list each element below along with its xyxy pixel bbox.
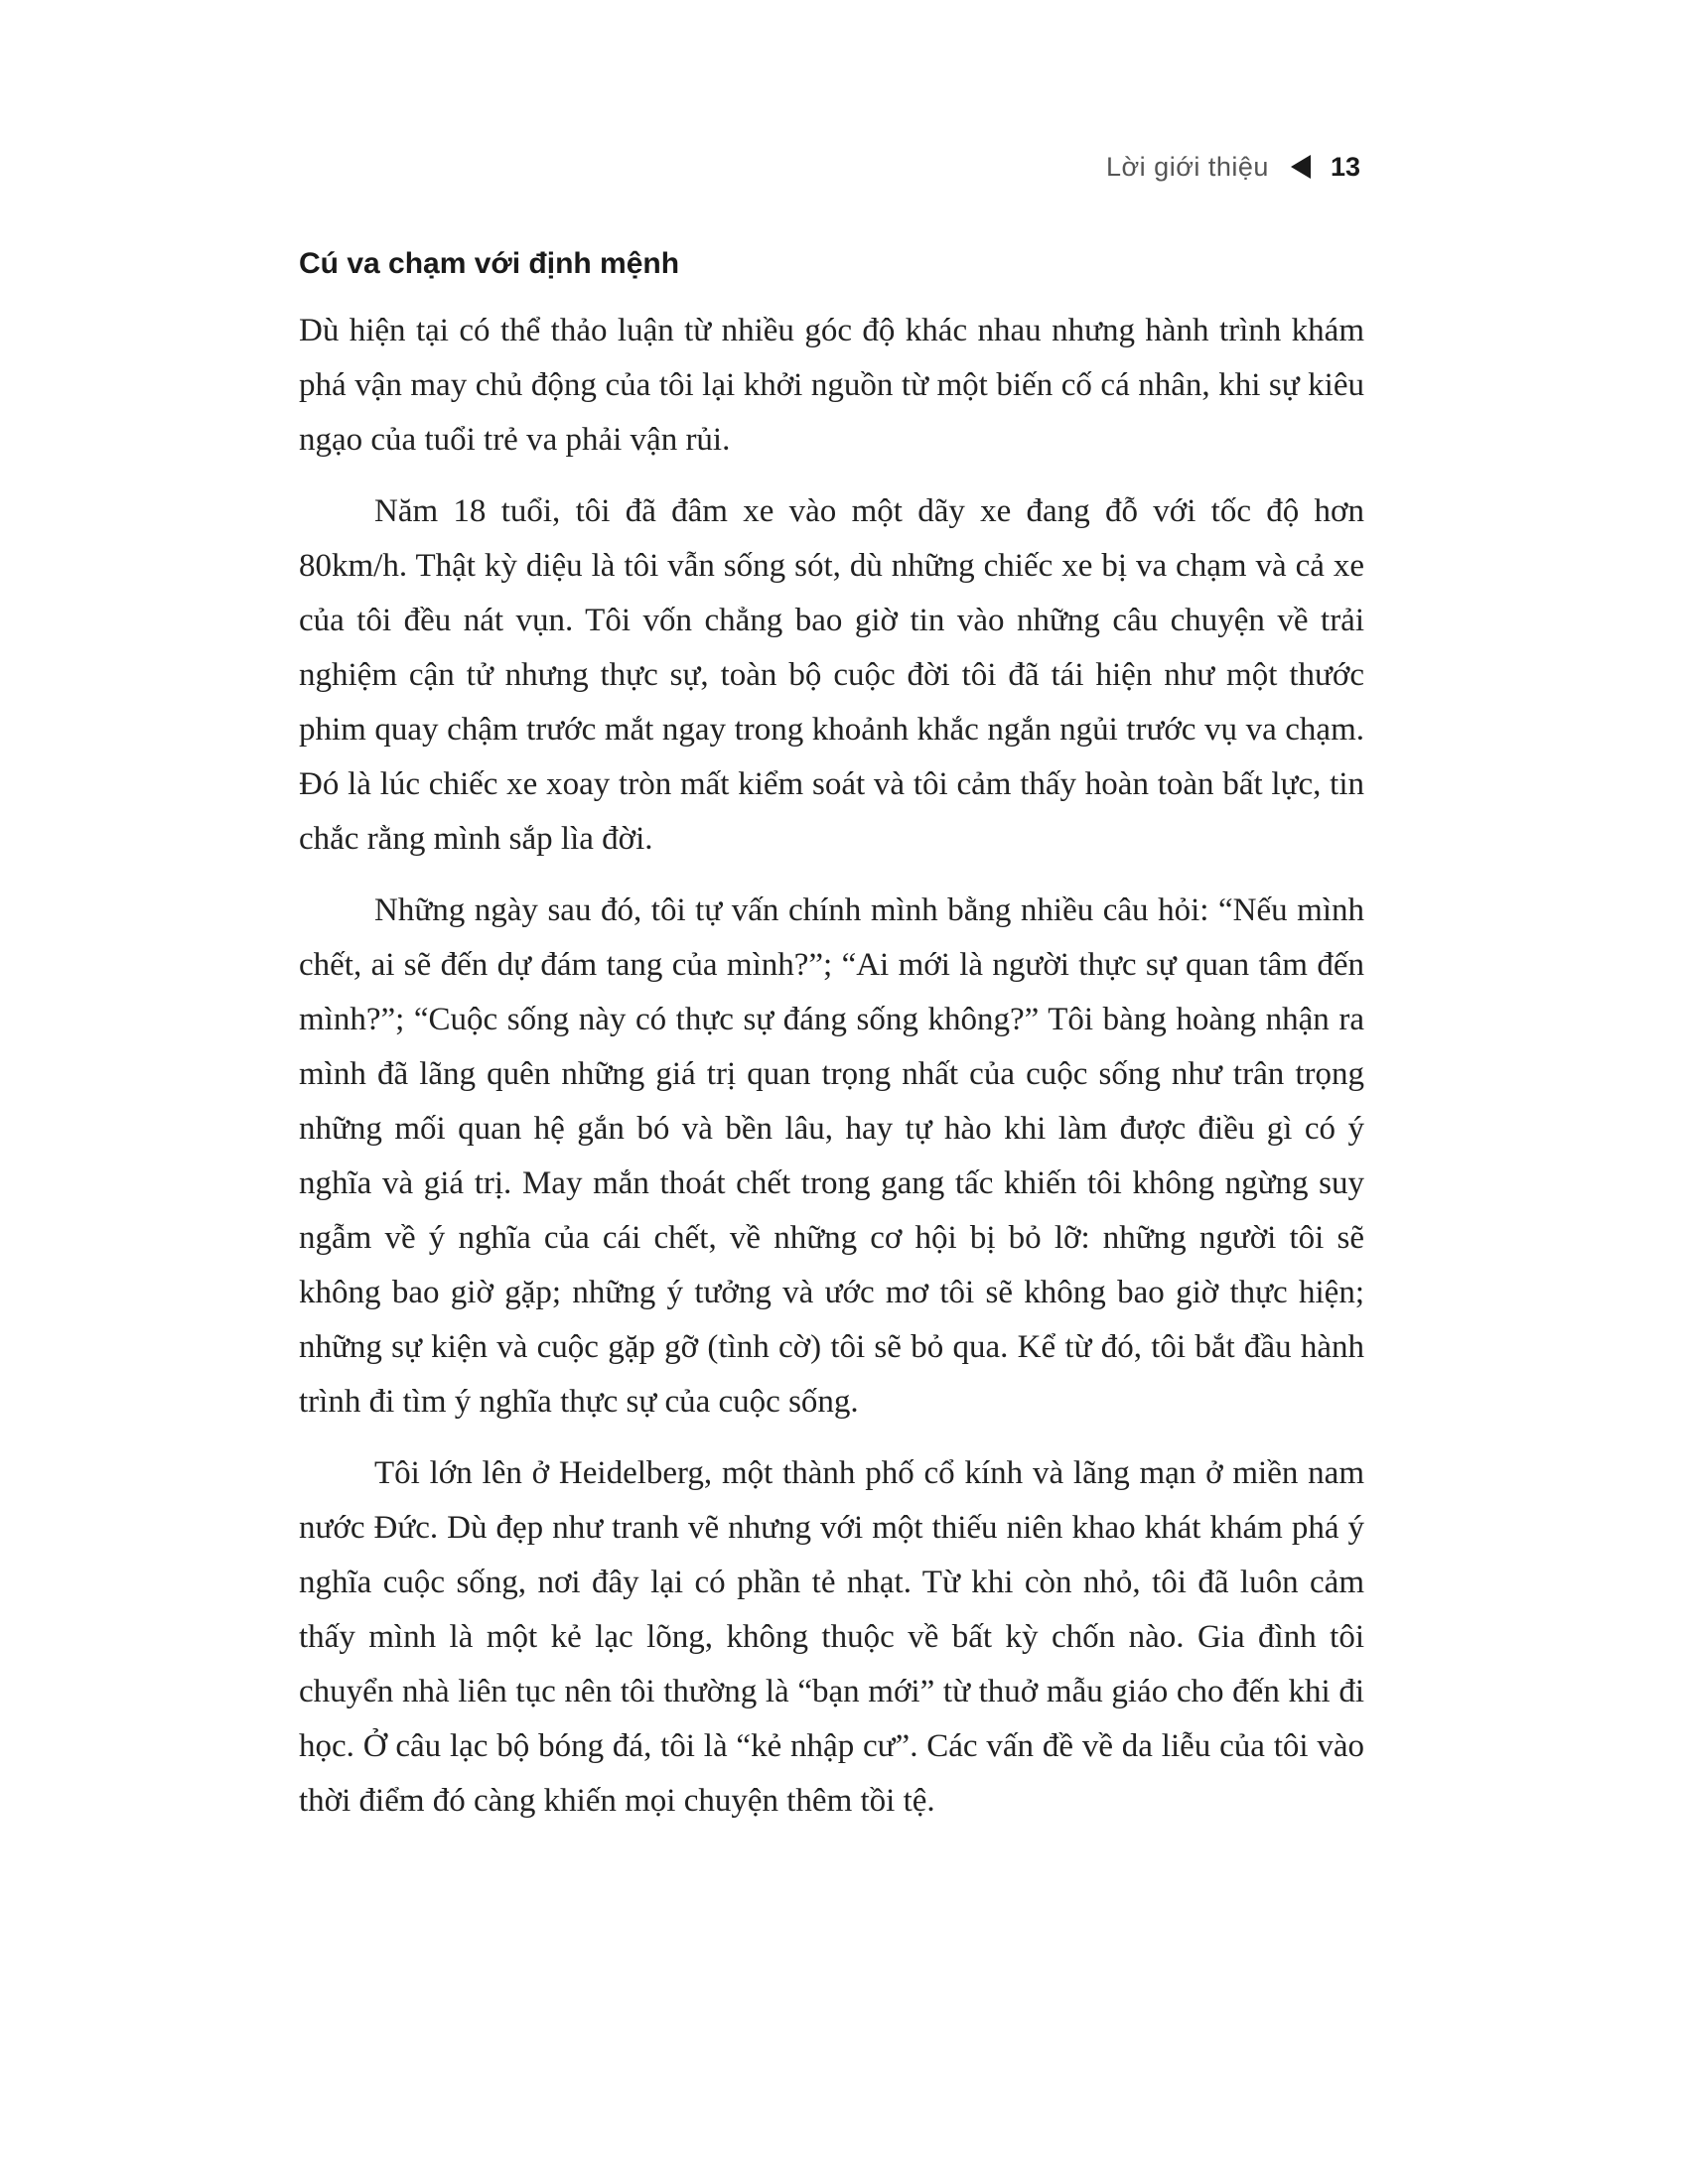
left-triangle-icon	[1291, 155, 1311, 179]
page-number: 13	[1330, 151, 1360, 182]
paragraph: Tôi lớn lên ở Heidelberg, một thành phố cổ kính và lãng mạn ở miền nam nước Đức. Dù đẹp như tranh vẽ nhưng với một thiếu niên khao khát khám phá ý nghĩa cuộc sống, nơi đây lại có phần tẻ nhạt. Từ khi còn nhỏ, tôi đã luôn cảm thấy mình là một kẻ lạc lõng, không thuộc về bất kỳ chốn nào. Gia đình tôi chuyển nhà liên tục nên tôi thường là “bạn mới” từ thuở mẫu giáo cho đến khi đi học. Ở câu lạc bộ bóng đá, tôi là “kẻ nhập cư”. Các vấn đề về da liễu của tôi vào thời điểm đó càng khiến mọi chuyện thêm tồi tệ.	[299, 1455, 1364, 1819]
paragraph: Năm 18 tuổi, tôi đã đâm xe vào một dãy xe đang đỗ với tốc độ hơn 80km/h. Thật kỳ diệu là tôi vẫn sống sót, dù những chiếc xe bị va chạm và cả xe của tôi đều nát vụn. Tôi vốn chẳng bao giờ tin vào những câu chuyện về trải nghiệm cận tử nhưng thực sự, toàn bộ cuộc đời tôi đã tái hiện như một thước phim quay chậm trước mắt ngay trong khoảnh khắc ngắn ngủi trước vụ va chạm. Đó là lúc chiếc xe xoay tròn mất kiểm soát và tôi cảm thấy hoàn toàn bất lực, tin chắc rằng mình sắp lìa đời.	[299, 493, 1364, 857]
section-name: Lời giới thiệu	[1105, 151, 1269, 182]
page-content	[299, 238, 1364, 1829]
section-heading: Cú va chạm với định mệnh	[299, 247, 680, 280]
paragraph: Những ngày sau đó, tôi tự vấn chính mình bằng nhiều câu hỏi: “Nếu mình chết, ai sẽ đến dự đám tang của mình?”; “Ai mới là người thực sự quan tâm đến mình?”; “Cuộc sống này có thực sự đáng sống không?” Tôi bàng hoàng nhận ra mình đã lãng quên những giá trị quan trọng nhất của cuộc sống như trân trọng những mối quan hệ gắn bó và bền lâu, hay tự hào khi làm được điều gì có ý nghĩa và giá trị. May mắn thoát chết trong gang tấc khiến tôi không ngừng suy ngẫm về ý nghĩa của cái chết, về những cơ hội bị bỏ lỡ: những người tôi sẽ không bao giờ gặp; những ý tưởng và ước mơ tôi sẽ không bao giờ thực hiện; những sự kiện và cuộc gặp gỡ (tình cờ) tôi sẽ bỏ qua. Kể từ đó, tôi bắt đầu hành trình đi tìm ý nghĩa thực sự của cuộc sống.	[299, 892, 1364, 1420]
paragraph: Dù hiện tại có thể thảo luận từ nhiều góc độ khác nhau nhưng hành trình khám phá vận may chủ động của tôi lại khởi nguồn từ một biến cố cá nhân, khi sự kiêu ngạo của tuổi trẻ va phải vận rủi.	[299, 313, 1364, 458]
running-header	[1106, 147, 1360, 187]
